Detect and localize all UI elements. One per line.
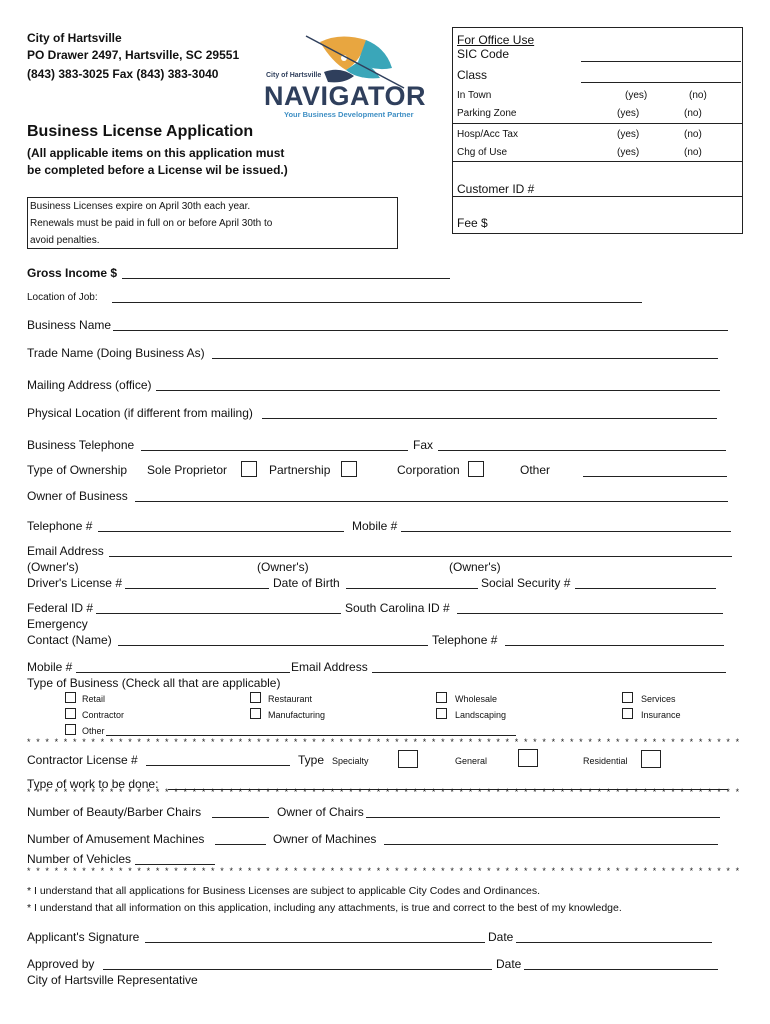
email-address-field[interactable]: [109, 556, 732, 557]
mobile-label: Mobile #: [352, 519, 398, 533]
hosp-acc-tax-yes[interactable]: (yes): [617, 129, 640, 140]
owner-of-business-label: Owner of Business: [27, 489, 128, 503]
trade-name-field[interactable]: [212, 358, 718, 359]
amusement-machines-label: Number of Amusement Machines: [27, 832, 205, 846]
org-name: City of Hartsville: [27, 31, 122, 45]
approved-by-field[interactable]: [103, 969, 492, 970]
email-address-2-label: Email Address: [291, 660, 368, 674]
parking-zone-no[interactable]: (no): [684, 108, 702, 119]
owner-of-chairs-field[interactable]: [366, 817, 720, 818]
chg-of-use-label: Chg of Use: [457, 147, 508, 158]
separator-3: * * * * * * * * * * * * * * * * * * * * * * * * * * * * * * * * * * * * * * * * * * * * * * * * * * * * * * * * * * * * * * * * * * * * * * * * * * * * * *: [27, 866, 741, 876]
physical-location-field[interactable]: [262, 418, 717, 419]
drivers-license-label: Driver's License #: [27, 576, 122, 590]
logo-small-text: City of Hartsville: [266, 72, 322, 79]
navigator-logo: [262, 32, 438, 122]
owner-of-machines-label: Owner of Machines: [273, 832, 377, 846]
restaurant-checkbox[interactable]: [250, 692, 261, 703]
general-checkbox[interactable]: [518, 749, 538, 767]
office-use-box: [452, 27, 743, 234]
approval-date-label: Date: [496, 957, 522, 971]
landscaping-checkbox[interactable]: [436, 708, 447, 719]
emergency-telephone-label: Telephone #: [432, 633, 498, 647]
customer-id-label: Customer ID #: [457, 182, 535, 196]
ownership-other-field[interactable]: [583, 476, 727, 477]
mobile-field[interactable]: [401, 531, 731, 532]
vehicles-field[interactable]: [135, 864, 215, 865]
org-address: PO Drawer 2497, Hartsville, SC 29551: [27, 48, 240, 62]
manufacturing-checkbox[interactable]: [250, 708, 261, 719]
federal-id-label: Federal ID #: [27, 601, 94, 615]
parking-zone-label: Parking Zone: [457, 108, 517, 119]
expiration-notice: [27, 197, 398, 249]
physical-location-label: Physical Location (if different from mailing): [27, 406, 253, 420]
in-town-no[interactable]: (no): [689, 90, 707, 101]
partnership-checkbox[interactable]: [341, 461, 357, 477]
chg-of-use-yes[interactable]: (yes): [617, 147, 640, 158]
contractor-license-field[interactable]: [146, 765, 290, 766]
insurance-checkbox[interactable]: [622, 708, 633, 719]
other-business-field[interactable]: [106, 735, 516, 736]
owners-label-1: (Owner's): [27, 560, 79, 574]
contact-name-field[interactable]: [118, 645, 428, 646]
partnership-label: Partnership: [269, 463, 331, 477]
specialty-checkbox[interactable]: [398, 750, 418, 768]
parking-zone-yes[interactable]: (yes): [617, 108, 640, 119]
hosp-acc-tax-label: Hosp/Acc Tax: [457, 129, 518, 140]
business-telephone-field[interactable]: [141, 450, 408, 451]
chg-of-use-no[interactable]: (no): [684, 147, 702, 158]
gross-income-field[interactable]: [122, 278, 450, 279]
wholesale-checkbox[interactable]: [436, 692, 447, 703]
beauty-chairs-field[interactable]: [212, 817, 269, 818]
in-town-label: In Town: [457, 90, 492, 101]
insurance-label: Insurance: [641, 710, 681, 720]
sc-id-field[interactable]: [457, 613, 723, 614]
wholesale-label: Wholesale: [455, 694, 498, 704]
date-of-birth-label: Date of Birth: [273, 576, 340, 590]
email-address-label: Email Address: [27, 544, 104, 558]
notice-line-3: avoid penalties.: [30, 235, 100, 246]
business-name-field[interactable]: [113, 330, 728, 331]
type-of-work-label: Type of work to be done:: [27, 777, 159, 791]
applicant-date-field[interactable]: [516, 942, 712, 943]
emergency-telephone-field[interactable]: [505, 645, 724, 646]
mailing-address-label: Mailing Address (office): [27, 378, 152, 392]
city-representative-label: City of Hartsville Representative: [27, 973, 198, 987]
residential-checkbox[interactable]: [641, 750, 661, 768]
specialty-label: Specialty: [332, 756, 369, 766]
owner-of-business-field[interactable]: [135, 501, 728, 502]
mobile-2-field[interactable]: [76, 672, 290, 673]
page-title: Business License Application: [27, 123, 254, 140]
separator-1: * * * * * * * * * * * * * * * * * * * * * * * * * * * * * * * * * * * * * * * * * * * * * * * * * * * * * * * * * * * * * * * * * * * * * * * * * * * * * *: [27, 737, 741, 747]
email-address-2-field[interactable]: [372, 672, 726, 673]
sic-code-label: SIC Code: [457, 47, 510, 61]
telephone-label: Telephone #: [27, 519, 93, 533]
residential-label: Residential: [583, 756, 628, 766]
contractor-license-label: Contractor License #: [27, 753, 138, 767]
drivers-license-field[interactable]: [125, 588, 269, 589]
sole-proprietor-label: Sole Proprietor: [147, 463, 228, 477]
sole-proprietor-checkbox[interactable]: [241, 461, 257, 477]
social-security-field[interactable]: [575, 588, 716, 589]
manufacturing-label: Manufacturing: [268, 710, 326, 720]
applicant-date-label: Date: [488, 930, 514, 944]
ownership-other-label: Other: [520, 463, 551, 477]
amusement-machines-field[interactable]: [215, 844, 266, 845]
location-of-job-label: Location of Job:: [27, 292, 98, 303]
retail-checkbox[interactable]: [65, 692, 76, 703]
corporation-checkbox[interactable]: [468, 461, 484, 477]
statement-1: * I understand that all applications for Business Licenses are subject to applicable City Codes and Ordinances.: [27, 885, 541, 897]
notice-line-1: Business Licenses expire on April 30th each year.: [30, 201, 251, 212]
retail-label: Retail: [82, 694, 106, 704]
owner-of-chairs-label: Owner of Chairs: [277, 805, 364, 819]
logo-wordmark: NAVIGATOR: [264, 81, 427, 111]
applicant-signature-label: Applicant's Signature: [27, 930, 140, 944]
emergency-label: Emergency: [27, 617, 88, 631]
other-business-label: Other: [82, 726, 105, 736]
vehicles-label: Number of Vehicles: [27, 852, 132, 866]
general-label: General: [455, 756, 488, 766]
contractor-label: Contractor: [82, 710, 125, 720]
federal-id-field[interactable]: [96, 613, 341, 614]
separator-2: * * * * * * * * * * * * * * * * * * * * * * * * * * * * * * * * * * * * * * * * * * * * * * * * * * * * * * * * * * * * * * * * * * * * * * * * * * * * * *: [27, 787, 741, 797]
logo-tagline: Your Business Development Partner: [284, 110, 414, 119]
approved-by-label: Approved by: [27, 957, 95, 971]
date-of-birth-field[interactable]: [346, 588, 478, 589]
fee-label: Fee $: [457, 216, 488, 230]
owner-of-machines-field[interactable]: [384, 844, 718, 845]
contact-name-label: Contact (Name): [27, 633, 112, 647]
restaurant-label: Restaurant: [268, 694, 313, 704]
in-town-yes[interactable]: (yes): [625, 90, 648, 101]
subtitle-line-2: be completed before a License wil be issued.): [27, 163, 288, 177]
corporation-label: Corporation: [397, 463, 460, 477]
notice-line-2: Renewals must be paid in full on or before April 30th to: [30, 218, 273, 229]
subtitle-line-1: (All applicable items on this application must: [27, 146, 285, 160]
statement-2: * I understand that all information on this application, including any attachments, is true and correct to the best of my knowledge.: [27, 902, 622, 914]
location-of-job-field[interactable]: [112, 302, 642, 303]
mobile-2-label: Mobile #: [27, 660, 73, 674]
class-label: Class: [457, 68, 488, 82]
business-telephone-label: Business Telephone: [27, 438, 135, 452]
gross-income-label: Gross Income $: [27, 266, 118, 280]
social-security-label: Social Security #: [481, 576, 571, 590]
org-phone-fax: (843) 383-3025 Fax (843) 383-3040: [27, 67, 219, 81]
telephone-field[interactable]: [98, 531, 344, 532]
owners-label-3: (Owner's): [449, 560, 501, 574]
business-name-label: Business Name: [27, 318, 112, 332]
other-business-checkbox[interactable]: [65, 724, 76, 735]
trade-name-label: Trade Name (Doing Business As): [27, 346, 205, 360]
approval-date-field[interactable]: [524, 969, 718, 970]
services-checkbox[interactable]: [622, 692, 633, 703]
fax-field[interactable]: [438, 450, 726, 451]
hosp-acc-tax-no[interactable]: (no): [684, 129, 702, 140]
contractor-checkbox[interactable]: [65, 708, 76, 719]
type-of-ownership-label: Type of Ownership: [27, 463, 128, 477]
contractor-type-label: Type: [298, 753, 325, 767]
fax-label: Fax: [413, 438, 434, 452]
office-use-heading: For Office Use: [457, 33, 535, 47]
mailing-address-field[interactable]: [156, 390, 720, 391]
landscaping-label: Landscaping: [455, 710, 507, 720]
beauty-chairs-label: Number of Beauty/Barber Chairs: [27, 805, 202, 819]
applicant-signature-field[interactable]: [145, 942, 485, 943]
sc-id-label: South Carolina ID #: [345, 601, 450, 615]
owners-label-2: (Owner's): [257, 560, 309, 574]
services-label: Services: [641, 694, 676, 704]
type-of-business-label: Type of Business (Check all that are applicable): [27, 676, 281, 690]
